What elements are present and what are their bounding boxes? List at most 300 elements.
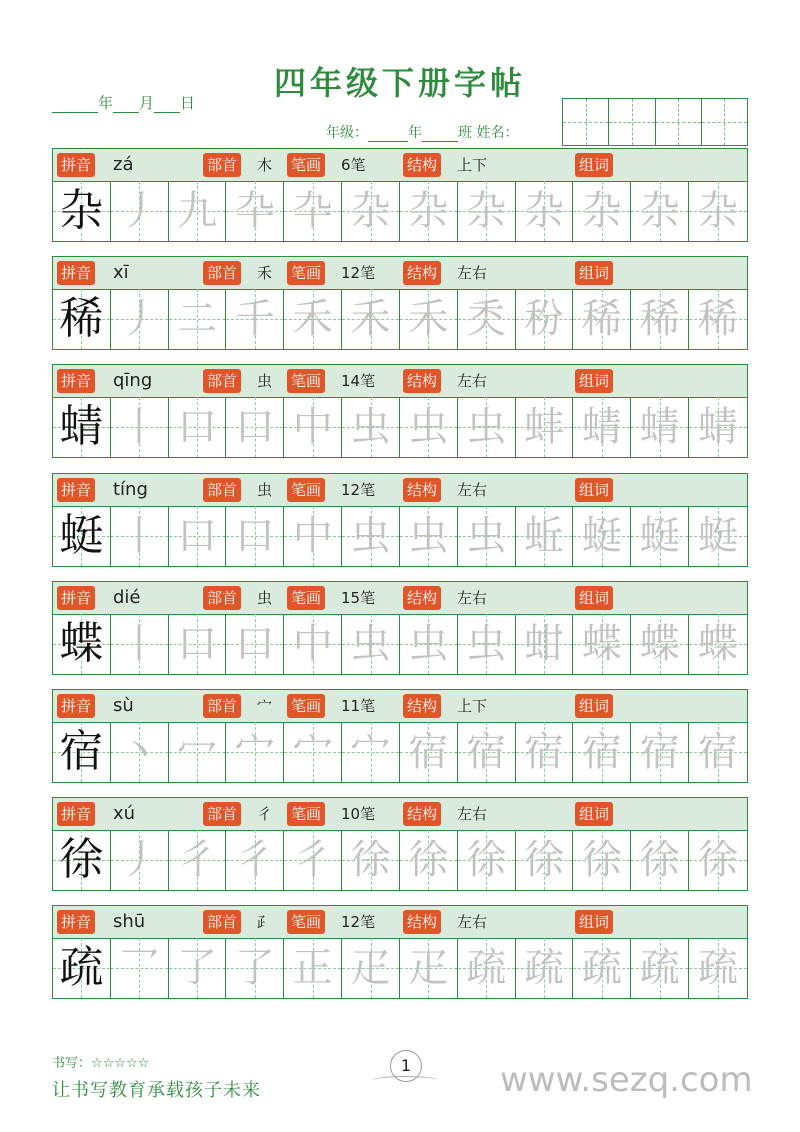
trace-cell[interactable] bbox=[400, 289, 458, 349]
trace-cell[interactable] bbox=[400, 722, 458, 782]
grade-label: 年级： bbox=[326, 125, 368, 141]
trace-character: 口 bbox=[177, 620, 218, 667]
trace-cell[interactable] bbox=[342, 614, 400, 674]
pinyin-value: xú bbox=[113, 803, 136, 825]
model-cell bbox=[53, 830, 111, 890]
trace-character: 徐 bbox=[408, 837, 449, 884]
trace-character: 丨 bbox=[119, 620, 160, 667]
trace-character: 疋 bbox=[408, 945, 449, 992]
structure-value: 上下 bbox=[457, 697, 488, 715]
trace-character: 宿 bbox=[639, 729, 680, 775]
trace-character: 疋 bbox=[350, 945, 391, 992]
trace-character: 蝶 bbox=[639, 620, 680, 667]
strokes-value: 14笔 bbox=[341, 372, 376, 391]
trace-character: 徐 bbox=[524, 837, 565, 884]
trace-cell[interactable] bbox=[169, 938, 227, 998]
words-tag: 组词 bbox=[575, 369, 613, 393]
structure-tag: 结构 bbox=[403, 261, 441, 285]
trace-cell[interactable] bbox=[631, 506, 689, 566]
strokes-value: 12笔 bbox=[341, 264, 376, 283]
pinyin-value: shū bbox=[113, 911, 146, 933]
class-blank[interactable] bbox=[422, 127, 458, 142]
trace-character: 千 bbox=[234, 296, 275, 343]
trace-cell[interactable] bbox=[516, 830, 574, 890]
trace-character: 蜻 bbox=[581, 404, 622, 451]
trace-cell[interactable] bbox=[284, 614, 342, 674]
trace-cell[interactable] bbox=[573, 289, 631, 349]
trace-character: 禾 bbox=[350, 296, 391, 343]
trace-cell[interactable] bbox=[342, 397, 400, 457]
row-header bbox=[52, 148, 748, 182]
structure-tag: 结构 bbox=[403, 478, 441, 502]
strokes-tag: 笔画 bbox=[287, 586, 325, 610]
trace-character: 卆 bbox=[292, 188, 333, 234]
trace-cell[interactable] bbox=[284, 181, 342, 241]
radical-value: 禾 bbox=[257, 264, 273, 283]
trace-character: 虫 bbox=[350, 404, 391, 451]
trace-character: 口 bbox=[234, 404, 275, 451]
slogan: 让书写教育承载孩子未来 bbox=[52, 1080, 261, 1101]
char-row bbox=[52, 797, 748, 891]
trace-cell[interactable] bbox=[226, 938, 284, 998]
words-tag: 组词 bbox=[575, 261, 613, 285]
pinyin-value: xī bbox=[113, 262, 129, 284]
pinyin-value: zá bbox=[113, 154, 134, 175]
trace-cell[interactable] bbox=[169, 397, 227, 457]
trace-cell[interactable] bbox=[111, 289, 169, 349]
trace-cell[interactable] bbox=[631, 181, 689, 241]
trace-character: 丨 bbox=[119, 512, 160, 559]
words-tag: 组词 bbox=[575, 694, 613, 718]
trace-character: 疏 bbox=[698, 945, 739, 992]
trace-cell[interactable] bbox=[226, 289, 284, 349]
trace-character: 杂 bbox=[639, 188, 680, 234]
row-header bbox=[52, 905, 748, 939]
trace-cell[interactable] bbox=[169, 614, 227, 674]
trace-character: 宿 bbox=[581, 729, 622, 775]
strokes-value: 6笔 bbox=[341, 156, 366, 174]
trace-cell[interactable] bbox=[226, 614, 284, 674]
trace-character: 虫 bbox=[466, 620, 507, 667]
radical-tag: 部首 bbox=[203, 478, 241, 502]
trace-cell[interactable] bbox=[458, 397, 516, 457]
strokes-value: 10笔 bbox=[341, 805, 376, 824]
grade-unit: 年 bbox=[408, 125, 422, 141]
pinyin-tag: 拼音 bbox=[57, 478, 95, 502]
trace-character: 蜓 bbox=[698, 512, 739, 559]
strokes-tag: 笔画 bbox=[287, 261, 325, 285]
trace-cell[interactable] bbox=[631, 397, 689, 457]
model-cell bbox=[53, 938, 111, 998]
strokes-tag: 笔画 bbox=[287, 478, 325, 502]
trace-cell[interactable] bbox=[111, 614, 169, 674]
watermark: www.sezq.com bbox=[500, 1060, 753, 1100]
trace-character: 秂 bbox=[466, 296, 507, 343]
trace-character: 蝶 bbox=[698, 620, 739, 667]
trace-cell[interactable] bbox=[573, 614, 631, 674]
pinyin-tag: 拼音 bbox=[57, 910, 95, 934]
trace-character: 稀 bbox=[639, 296, 680, 343]
words-tag: 组词 bbox=[575, 802, 613, 826]
trace-cell[interactable] bbox=[400, 614, 458, 674]
trace-character: 虫 bbox=[466, 404, 507, 451]
structure-tag: 结构 bbox=[403, 910, 441, 934]
trace-character: 虫 bbox=[408, 620, 449, 667]
trace-character: 虫 bbox=[466, 512, 507, 559]
structure-value: 左右 bbox=[457, 913, 488, 932]
trace-character: 稀 bbox=[581, 296, 622, 343]
trace-cell[interactable] bbox=[631, 938, 689, 998]
trace-character: 宿 bbox=[408, 729, 449, 775]
radical-tag: 部首 bbox=[203, 586, 241, 610]
trace-character: 徐 bbox=[350, 837, 391, 884]
trace-cell[interactable] bbox=[226, 397, 284, 457]
trace-cell[interactable] bbox=[458, 722, 516, 782]
writing-grid bbox=[52, 722, 748, 783]
trace-cell[interactable] bbox=[689, 938, 747, 998]
radical-value: 虫 bbox=[257, 588, 273, 607]
name-cell[interactable] bbox=[702, 99, 747, 145]
trace-cell[interactable] bbox=[111, 506, 169, 566]
pinyin-value: tíng bbox=[113, 478, 148, 500]
char-row bbox=[52, 689, 748, 783]
radical-value: 虫 bbox=[257, 372, 273, 391]
trace-cell[interactable] bbox=[342, 289, 400, 349]
writing-grid bbox=[52, 938, 748, 999]
radical-value: ⺪ bbox=[257, 913, 273, 932]
strokes-tag: 笔画 bbox=[287, 802, 325, 826]
trace-character: 稀 bbox=[698, 296, 739, 343]
model-character: 蜓 bbox=[59, 509, 104, 561]
words-tag: 组词 bbox=[575, 478, 613, 502]
char-row bbox=[52, 256, 748, 350]
trace-cell[interactable] bbox=[284, 830, 342, 890]
pinyin-tag: 拼音 bbox=[57, 153, 95, 177]
trace-character: 丶 bbox=[119, 729, 160, 775]
trace-character: 中 bbox=[292, 512, 333, 559]
trace-cell[interactable] bbox=[689, 289, 747, 349]
pinyin-tag: 拼音 bbox=[57, 586, 95, 610]
trace-character: 疏 bbox=[581, 945, 622, 992]
month-blank[interactable] bbox=[113, 98, 139, 113]
structure-value: 左右 bbox=[457, 264, 488, 283]
radical-tag: 部首 bbox=[203, 802, 241, 826]
trace-cell[interactable] bbox=[342, 830, 400, 890]
words-tag: 组词 bbox=[575, 910, 613, 934]
trace-cell[interactable] bbox=[573, 938, 631, 998]
trace-character: 了 bbox=[234, 945, 275, 992]
strokes-value: 12笔 bbox=[341, 480, 376, 499]
pinyin-tag: 拼音 bbox=[57, 694, 95, 718]
trace-character: 徐 bbox=[639, 837, 680, 884]
trace-cell[interactable] bbox=[111, 181, 169, 241]
radical-value: 木 bbox=[257, 156, 273, 174]
trace-cell[interactable] bbox=[516, 722, 574, 782]
trace-character: 丨 bbox=[119, 404, 160, 451]
structure-tag: 结构 bbox=[403, 153, 441, 177]
trace-character: 虫 bbox=[408, 404, 449, 451]
trace-character: 秎 bbox=[524, 296, 565, 343]
trace-cell[interactable] bbox=[689, 181, 747, 241]
trace-character: 丿 bbox=[119, 188, 160, 234]
trace-cell[interactable] bbox=[169, 722, 227, 782]
name-label: 姓名： bbox=[476, 125, 519, 141]
trace-cell[interactable] bbox=[284, 506, 342, 566]
year-label: 年 bbox=[98, 94, 114, 112]
trace-character: 疏 bbox=[466, 945, 507, 992]
writing-grid bbox=[52, 614, 748, 675]
model-character: 徐 bbox=[59, 834, 104, 886]
words-tag: 组词 bbox=[575, 586, 613, 610]
strokes-tag: 笔画 bbox=[287, 369, 325, 393]
trace-cell[interactable] bbox=[516, 397, 574, 457]
name-grid[interactable] bbox=[562, 98, 748, 146]
trace-cell[interactable] bbox=[342, 722, 400, 782]
model-character: 蜻 bbox=[59, 401, 104, 453]
trace-character: 虫 bbox=[350, 512, 391, 559]
model-cell bbox=[53, 289, 111, 349]
char-row bbox=[52, 473, 748, 567]
trace-character: 杂 bbox=[524, 188, 565, 234]
structure-tag: 结构 bbox=[403, 586, 441, 610]
trace-cell[interactable] bbox=[226, 830, 284, 890]
page-number-decoration bbox=[372, 1076, 438, 1085]
trace-character: 丿 bbox=[119, 837, 160, 884]
trace-cell[interactable] bbox=[516, 289, 574, 349]
structure-value: 左右 bbox=[457, 805, 488, 824]
trace-cell[interactable] bbox=[689, 614, 747, 674]
radical-value: 虫 bbox=[257, 480, 273, 499]
trace-character: 杂 bbox=[698, 188, 739, 234]
student-info bbox=[326, 122, 518, 142]
trace-cell[interactable] bbox=[458, 830, 516, 890]
pinyin-value: dié bbox=[113, 586, 141, 608]
char-row bbox=[52, 905, 748, 999]
trace-cell[interactable] bbox=[400, 938, 458, 998]
trace-character: 禾 bbox=[292, 296, 333, 343]
trace-cell[interactable] bbox=[169, 506, 227, 566]
trace-character: 宀 bbox=[234, 729, 275, 775]
trace-character: 蜻 bbox=[698, 404, 739, 451]
trace-cell[interactable] bbox=[458, 506, 516, 566]
strokes-value: 11笔 bbox=[341, 697, 376, 715]
trace-character: 疏 bbox=[639, 945, 680, 992]
trace-cell[interactable] bbox=[458, 614, 516, 674]
trace-character: 了 bbox=[177, 945, 218, 992]
trace-cell[interactable] bbox=[573, 506, 631, 566]
model-cell bbox=[53, 397, 111, 457]
trace-character: 徐 bbox=[466, 837, 507, 884]
trace-character: 杂 bbox=[408, 188, 449, 234]
writing-grid bbox=[52, 289, 748, 350]
structure-value: 左右 bbox=[457, 372, 488, 391]
strokes-tag: 笔画 bbox=[287, 910, 325, 934]
row-header bbox=[52, 364, 748, 398]
trace-character: 徐 bbox=[581, 837, 622, 884]
date-line bbox=[52, 92, 195, 113]
class-unit: 班 bbox=[458, 125, 472, 141]
trace-character: 禾 bbox=[408, 296, 449, 343]
trace-character: 口 bbox=[177, 404, 218, 451]
row-header bbox=[52, 473, 748, 507]
grade-blank[interactable] bbox=[368, 127, 408, 142]
trace-cell[interactable] bbox=[573, 181, 631, 241]
writing-grid bbox=[52, 830, 748, 891]
trace-cell[interactable] bbox=[226, 506, 284, 566]
trace-cell[interactable] bbox=[111, 830, 169, 890]
radical-value: 宀 bbox=[257, 697, 273, 715]
pinyin-tag: 拼音 bbox=[57, 802, 95, 826]
trace-cell[interactable] bbox=[284, 397, 342, 457]
structure-tag: 结构 bbox=[403, 694, 441, 718]
trace-cell[interactable] bbox=[226, 722, 284, 782]
model-cell bbox=[53, 722, 111, 782]
trace-character: 卆 bbox=[234, 188, 275, 234]
page-number: 1 bbox=[390, 1050, 422, 1082]
structure-value: 左右 bbox=[457, 588, 488, 607]
trace-cell[interactable] bbox=[689, 397, 747, 457]
trace-cell[interactable] bbox=[284, 289, 342, 349]
trace-character: 宿 bbox=[466, 729, 507, 775]
name-cell[interactable] bbox=[563, 99, 609, 145]
trace-character: 杂 bbox=[581, 188, 622, 234]
trace-cell[interactable] bbox=[400, 506, 458, 566]
trace-cell[interactable] bbox=[573, 397, 631, 457]
trace-cell[interactable] bbox=[689, 506, 747, 566]
trace-character: 宀 bbox=[292, 729, 333, 775]
trace-cell[interactable] bbox=[169, 830, 227, 890]
trace-character: 彳 bbox=[234, 837, 275, 884]
trace-cell[interactable] bbox=[226, 181, 284, 241]
trace-cell[interactable] bbox=[400, 830, 458, 890]
trace-cell[interactable] bbox=[169, 181, 227, 241]
trace-cell[interactable] bbox=[458, 938, 516, 998]
rating-line: 书写：☆☆☆☆☆ bbox=[52, 1056, 150, 1071]
trace-cell[interactable] bbox=[516, 181, 574, 241]
trace-character: 虫 bbox=[350, 620, 391, 667]
trace-cell[interactable] bbox=[631, 289, 689, 349]
trace-cell[interactable] bbox=[342, 506, 400, 566]
trace-cell[interactable] bbox=[111, 938, 169, 998]
trace-cell[interactable] bbox=[516, 614, 574, 674]
trace-cell[interactable] bbox=[169, 289, 227, 349]
strokes-value: 12笔 bbox=[341, 913, 376, 932]
row-header bbox=[52, 797, 748, 831]
trace-character: 丿 bbox=[119, 296, 160, 343]
trace-character: 彳 bbox=[292, 837, 333, 884]
trace-character: 口 bbox=[234, 620, 275, 667]
trace-character: 口 bbox=[177, 512, 218, 559]
pinyin-value: sù bbox=[113, 695, 134, 716]
trace-character: 中 bbox=[292, 404, 333, 451]
page-title: 四年级下册字帖 bbox=[273, 64, 526, 102]
trace-character: 宿 bbox=[524, 729, 565, 775]
trace-character: 二 bbox=[177, 296, 218, 343]
trace-cell[interactable] bbox=[631, 830, 689, 890]
structure-tag: 结构 bbox=[403, 802, 441, 826]
structure-value: 上下 bbox=[457, 156, 488, 174]
model-cell bbox=[53, 181, 111, 241]
structure-value: 左右 bbox=[457, 480, 488, 499]
trace-cell[interactable] bbox=[573, 830, 631, 890]
pinyin-tag: 拼音 bbox=[57, 261, 95, 285]
trace-cell[interactable] bbox=[458, 181, 516, 241]
row-header bbox=[52, 256, 748, 290]
trace-cell[interactable] bbox=[689, 830, 747, 890]
month-label: 月 bbox=[139, 94, 155, 112]
trace-character: 蚶 bbox=[524, 620, 565, 667]
structure-tag: 结构 bbox=[403, 369, 441, 393]
trace-character: 徐 bbox=[698, 837, 739, 884]
name-cell[interactable] bbox=[656, 99, 702, 145]
trace-cell[interactable] bbox=[516, 506, 574, 566]
strokes-value: 15笔 bbox=[341, 588, 376, 607]
radical-tag: 部首 bbox=[203, 694, 241, 718]
trace-character: 乛 bbox=[119, 945, 160, 992]
year-blank[interactable] bbox=[52, 98, 98, 113]
trace-cell[interactable] bbox=[631, 722, 689, 782]
trace-character: 蚌 bbox=[524, 404, 565, 451]
trace-cell[interactable] bbox=[573, 722, 631, 782]
strokes-tag: 笔画 bbox=[287, 153, 325, 177]
trace-cell[interactable] bbox=[342, 181, 400, 241]
radical-tag: 部首 bbox=[203, 910, 241, 934]
row-header bbox=[52, 689, 748, 723]
row-header bbox=[52, 581, 748, 615]
name-cell[interactable] bbox=[609, 99, 655, 145]
model-cell bbox=[53, 506, 111, 566]
trace-character: 蚯 bbox=[524, 512, 565, 559]
trace-cell[interactable] bbox=[400, 397, 458, 457]
model-character: 宿 bbox=[59, 726, 104, 777]
trace-cell[interactable] bbox=[689, 722, 747, 782]
radical-tag: 部首 bbox=[203, 261, 241, 285]
model-character: 稀 bbox=[59, 293, 104, 345]
trace-cell[interactable] bbox=[631, 614, 689, 674]
char-row bbox=[52, 148, 748, 242]
trace-character: 九 bbox=[177, 188, 218, 234]
trace-character: 蜓 bbox=[639, 512, 680, 559]
day-blank[interactable] bbox=[154, 98, 180, 113]
trace-cell[interactable] bbox=[516, 938, 574, 998]
writing-grid bbox=[52, 506, 748, 567]
trace-cell[interactable] bbox=[111, 397, 169, 457]
radical-tag: 部首 bbox=[203, 369, 241, 393]
trace-character: 蝶 bbox=[581, 620, 622, 667]
trace-character: 正 bbox=[292, 945, 333, 992]
trace-character: 口 bbox=[234, 512, 275, 559]
pinyin-tag: 拼音 bbox=[57, 369, 95, 393]
pinyin-value: qīng bbox=[113, 370, 153, 392]
trace-cell[interactable] bbox=[111, 722, 169, 782]
trace-cell[interactable] bbox=[342, 938, 400, 998]
trace-cell[interactable] bbox=[458, 289, 516, 349]
trace-character: 杂 bbox=[350, 188, 391, 234]
radical-value: 彳 bbox=[257, 805, 273, 824]
day-label: 日 bbox=[180, 94, 196, 112]
trace-cell[interactable] bbox=[284, 938, 342, 998]
trace-character: 虫 bbox=[408, 512, 449, 559]
trace-cell[interactable] bbox=[284, 722, 342, 782]
trace-character: 杂 bbox=[466, 188, 507, 234]
char-row bbox=[52, 581, 748, 675]
trace-character: 蜓 bbox=[581, 512, 622, 559]
writing-grid bbox=[52, 397, 748, 458]
radical-tag: 部首 bbox=[203, 153, 241, 177]
trace-character: 疏 bbox=[524, 945, 565, 992]
trace-cell[interactable] bbox=[400, 181, 458, 241]
trace-character: 中 bbox=[292, 620, 333, 667]
